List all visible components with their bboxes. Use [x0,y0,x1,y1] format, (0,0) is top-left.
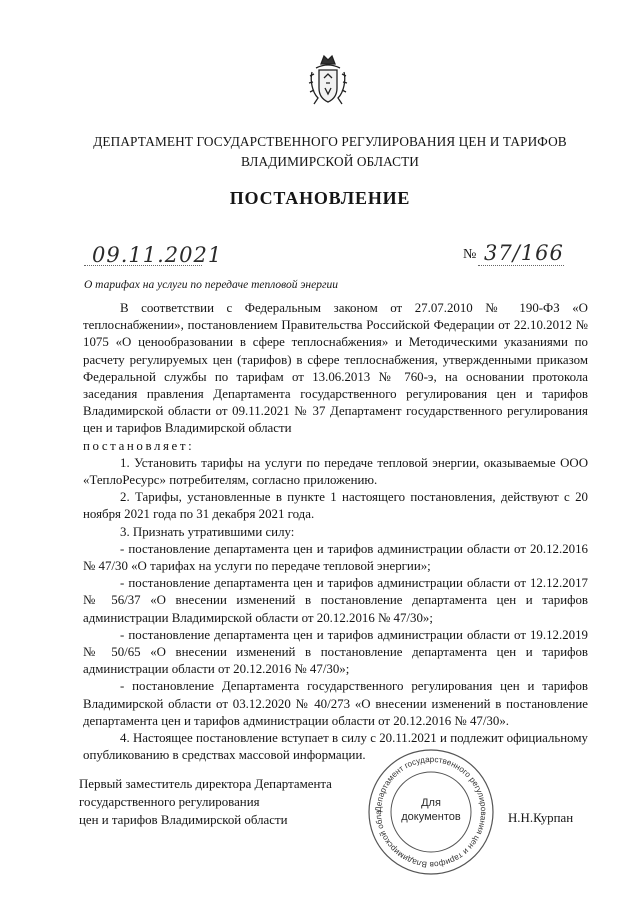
document-title: ПОСТАНОВЛЕНИЕ [229,188,411,208]
department-name-line1: ДЕПАРТАМЕНТ ГОСУДАРСТВЕННОГО РЕГУЛИРОВАНИЯ ЦЕН И ТАРИФОВ [93,134,567,149]
decrees-word: постановляет: [83,438,195,453]
official-stamp [366,747,496,877]
signer-name: Н.Н.Курпан [508,811,574,825]
stamp-center-line1: Для [421,797,441,809]
document-body [83,300,588,764]
item-3-sub-2: - постановление департамента цен и тарифов администрации области от 12.12.2017 № 56/37 «О внесении изменений в постановление департамента цен и тарифов администрации Владимирской области от 20.12.2016 № 47/30»; [83,576,588,625]
document-subject: О тарифах на услуги по передаче тепловой энергии [84,279,338,291]
item-1: 1. Установить тарифы на услуги по передаче тепловой энергии, оказываемые ООО «ТеплоРесурс» потребителям, согласно приложению. [83,455,588,488]
stamp-ring-text: Департамент государственного регулирования цен и тарифов Владимирской обла [373,754,489,870]
item-2: 2. Тарифы, установленные в пункте 1 настоящего постановления, действуют с 20 ноября 2021 года по 31 декабря 2021 года. [83,490,588,522]
item-3-sub-1: - постановление департамента цен и тарифов администрации области от 20.12.2016 № 47/30 «О тарифах на услуги по передаче тепловой энергии»; [83,541,588,574]
item-3: 3. Признать утратившими силу: [120,524,295,539]
stamp-center-line2: документов [401,811,461,823]
item-4: 4. Настоящее постановление вступает в силу с 20.11.2021 и подлежит официальному опубликованию в средствах массовой информации. [83,731,588,763]
coat-of-arms-emblem [308,50,348,108]
date-underline [84,265,202,266]
signer-position [79,775,332,829]
document-number: 37/166 [484,241,564,265]
item-3-sub-3: - постановление департамента цен и тарифов администрации области от 19.12.2019 № 50/65 «О внесении изменений в постановление департамента цен и тарифов администрации области от 20.12.2016 № 47/30»; [83,627,588,677]
signer-position-line3: цен и тарифов Владимирской области [79,813,288,827]
number-underline [478,265,564,266]
signer-position-line2: государственного регулирования [79,795,260,809]
preamble-paragraph: В соответствии с Федеральным законом от 27.07.2010 № 190-ФЗ «О теплоснабжении», постановлением Правительства Российской Федерации от 22.10.2012 № 1075 «О ценообразовании в сфере теплоснабжения» и Методическими указаниями по расчету регулируемых цен (тарифов) в сфере теплоснабжения, утвержденными приказом Федеральной службы по тарифам от 13.06.2013 № 760-э, на основании протокола заседания правления Департамента государственного регулирования цен и тарифов Владимирской области от 09.11.2021 № 37 Департамент государственного регулирования цен и тарифов Владимирской области [83,301,588,436]
number-label: № [463,247,477,262]
signer-position-line1: Первый заместитель директора Департамента [79,777,332,791]
department-name-line2: ВЛАДИМИРСКОЙ ОБЛАСТИ [240,154,420,169]
item-3-sub-4: - постановление Департамента государственного регулирования цен и тарифов Владимирской области от 03.12.2020 № 40/273 «О внесении изменений в постановление департамента цен и тарифов администрации области от 20.12.2016 № 47/30». [83,679,588,728]
document-date: 09.11.2021 [92,243,223,267]
